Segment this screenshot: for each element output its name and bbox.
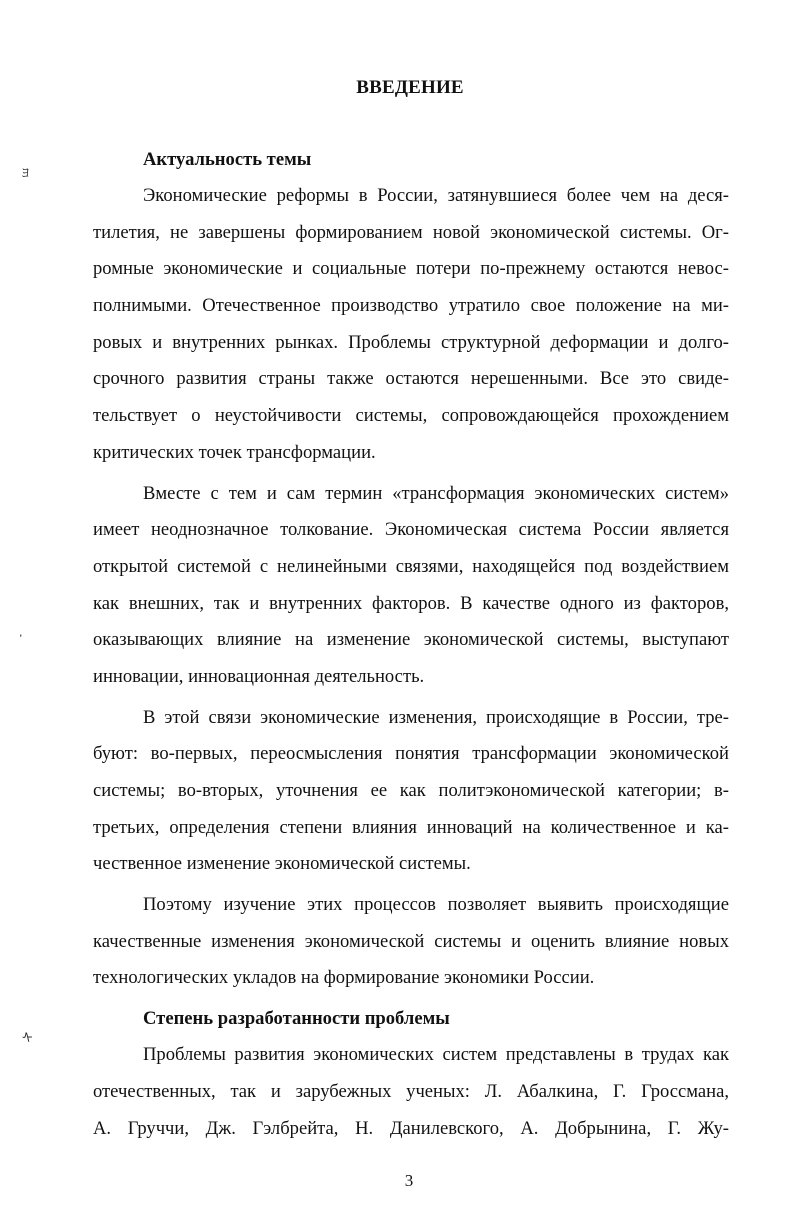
page-title: ВВЕДЕНИЕ	[356, 77, 464, 98]
text-line: системы; во-вторых, уточнения ее как политэкономической категории; в-	[93, 780, 729, 801]
text-line: оказывающих влияние на изменение экономической системы, выступают	[93, 629, 729, 651]
text-line: полнимыми. Отечественное производство утратило свое положение на ми-	[93, 295, 729, 317]
scan-margin-mark-1: ﾖ	[22, 166, 29, 182]
page-number: 3	[404, 1171, 414, 1190]
text-line: А. Груччи, Дж. Гэлбрейта, Н. Данилевского, А. Добрынина, Г. Жу-	[93, 1117, 729, 1139]
text-line: буют: во-первых, переосмысления понятия трансформации экономической	[93, 743, 729, 765]
text-line: третьих, определения степени влияния инноваций на количественное и ка-	[93, 816, 729, 838]
text-line: тилетия, не завершены формированием новой экономической системы. Ог-	[93, 221, 729, 243]
text-line: Поэтому изучение этих процессов позволяет выявить происходящие	[143, 894, 729, 916]
text-line: технологических укладов на формирование экономики России.	[93, 967, 595, 989]
text-line: Вместе с тем и сам термин «трансформация экономических систем»	[143, 482, 729, 504]
text-line: имеет неоднозначное толкование. Экономическая система России является	[93, 519, 729, 541]
section-heading: Степень разработанности проблемы	[143, 1008, 450, 1030]
section-heading: Актуальность темы	[143, 149, 312, 170]
text-line: отечественных, так и зарубежных ученых: Л. Абалкина, Г. Гроссмана,	[93, 1080, 729, 1102]
text-line: тельствует о неустойчивости системы, сопровождающейся прохождением	[93, 405, 729, 427]
document-body	[93, 142, 729, 1151]
text-line: открытой системой с нелинейными связями, находящейся под воздействием	[93, 555, 729, 577]
paragraph	[93, 476, 729, 696]
text-line: чественное изменение экономической системы.	[93, 853, 471, 875]
text-line: ровых и внутренних рынках. Проблемы структурной деформации и долго-	[93, 331, 729, 353]
text-line: качественные изменения экономической системы и оценить влияние новых	[93, 930, 729, 952]
text-line: как внешних, так и внутренних факторов. В качестве одного из факторов,	[93, 592, 729, 614]
text-line: критических точек трансформации.	[93, 441, 376, 463]
paragraph	[93, 1037, 729, 1147]
text-line: В этой связи экономические изменения, происходящие в России, тре-	[143, 706, 729, 728]
text-line: Экономические реформы в России, затянувшиеся более чем на деся-	[143, 185, 729, 206]
paragraph	[93, 887, 729, 997]
scan-margin-mark-3: ᠰ	[22, 1031, 33, 1047]
text-line: Проблемы развития экономических систем представлены в трудах как	[143, 1044, 729, 1066]
text-line: ромные экономические и социальные потери по-прежнему остаются невос-	[93, 258, 729, 280]
paragraph	[93, 700, 729, 883]
text-line: срочного развития страны также остаются нерешенными. Все это свиде-	[93, 368, 729, 390]
text-line: инновации, инновационная деятельность.	[93, 665, 425, 687]
paragraph	[93, 178, 729, 472]
